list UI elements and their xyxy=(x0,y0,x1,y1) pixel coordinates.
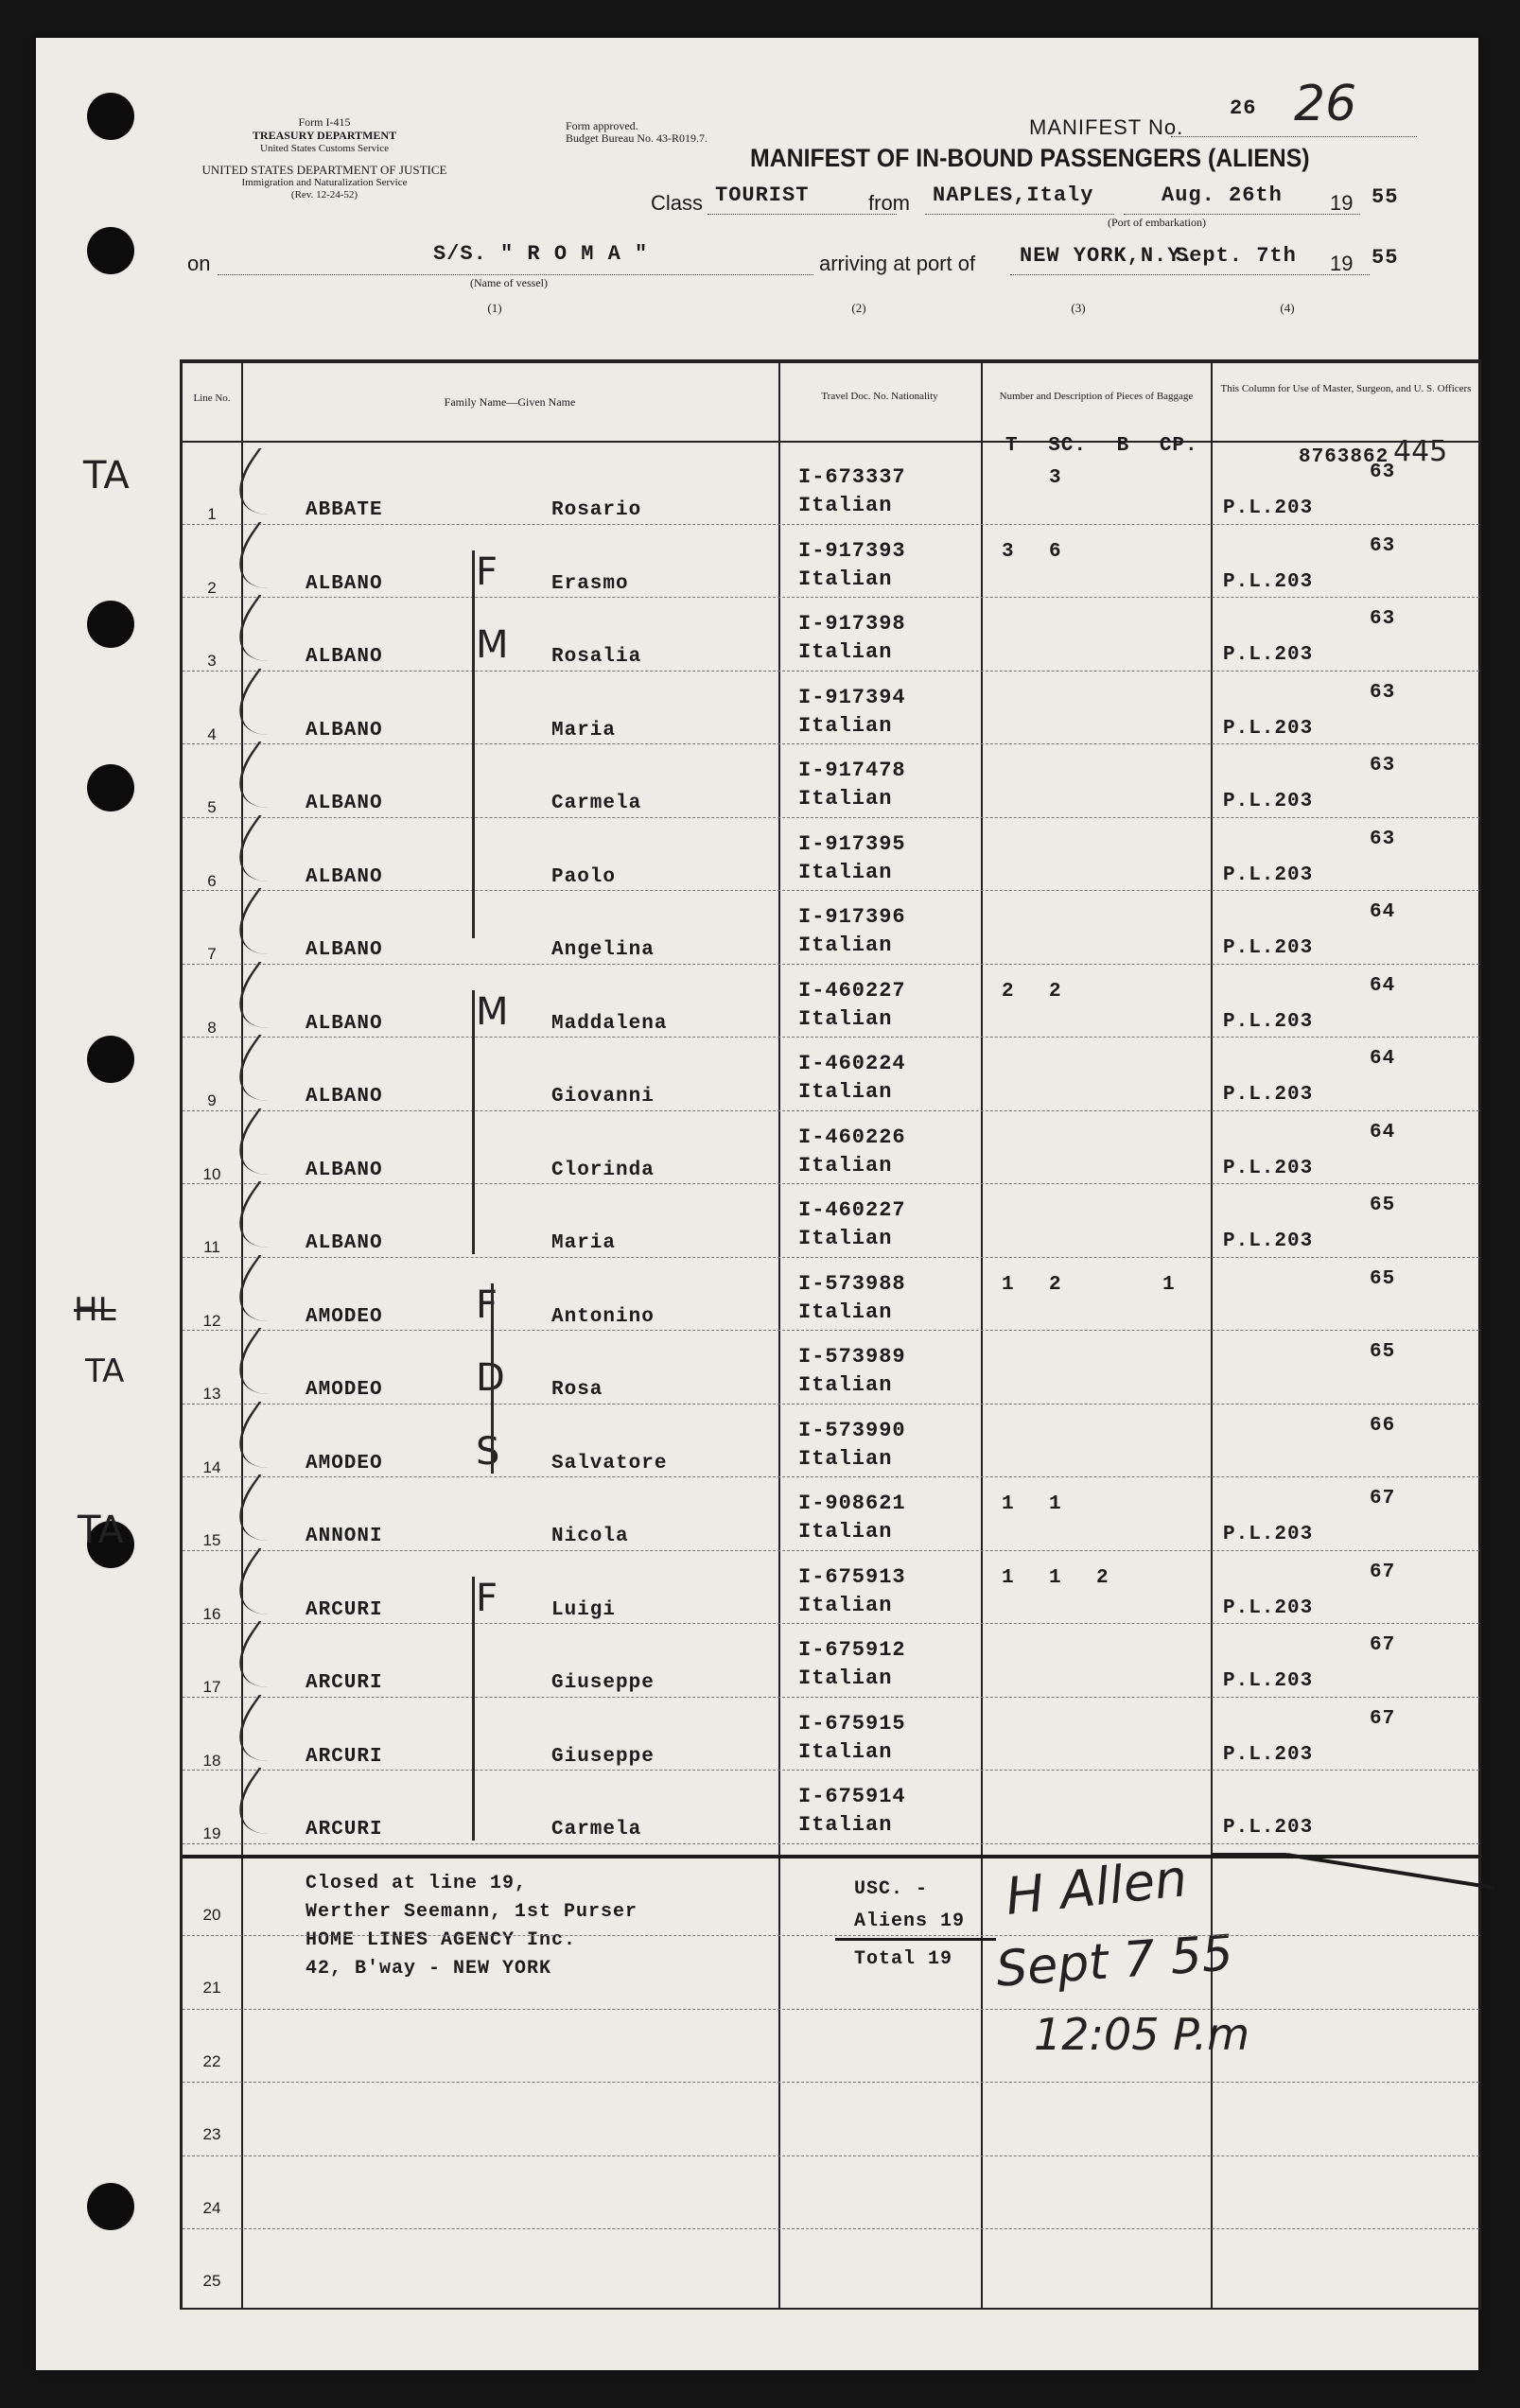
nationality: Italian xyxy=(798,1520,893,1544)
manifest-number-hand: 26 xyxy=(1294,76,1357,132)
officer-note: P.L.203 xyxy=(1223,1817,1314,1839)
given-name: Rosa xyxy=(551,1379,603,1401)
given-name: Salvatore xyxy=(551,1452,668,1474)
line-number: 1 xyxy=(207,505,217,523)
agency-name: HOME LINES AGENCY Inc. xyxy=(306,1929,577,1951)
nationality: Italian xyxy=(798,1300,893,1324)
given-name: Maddalena xyxy=(551,1012,668,1035)
family-name: ALBANO xyxy=(306,719,383,742)
family-name: ARCURI xyxy=(306,1598,383,1621)
nationality: Italian xyxy=(798,640,893,664)
baggage-count: 6 xyxy=(1049,540,1062,563)
officer-code: 64 xyxy=(1370,1048,1396,1070)
line-number: 18 xyxy=(202,1751,221,1770)
line-number: 7 xyxy=(207,945,217,963)
family-bracket xyxy=(472,550,475,939)
baggage-count: 1 xyxy=(1049,1566,1062,1589)
officer-note: P.L.203 xyxy=(1223,1670,1314,1692)
travel-doc-number: I-675915 xyxy=(798,1711,906,1736)
row-rule xyxy=(183,524,1479,525)
arrival-year-prefix: 19 xyxy=(1330,252,1354,275)
header-officers: This Column for Use of Master, Surgeon, and U. S. Officers xyxy=(1220,383,1472,394)
line-number: 11 xyxy=(203,1238,220,1256)
officer-code: 63 xyxy=(1370,608,1396,630)
line-number: 13 xyxy=(202,1385,221,1403)
column-rule xyxy=(981,363,983,2308)
nationality: Italian xyxy=(798,787,893,811)
travel-doc-number: I-573990 xyxy=(798,1418,906,1442)
header-rule xyxy=(183,441,1479,443)
given-name: Antonino xyxy=(551,1305,655,1328)
column-rule xyxy=(241,363,243,2308)
given-name: Giovanni xyxy=(551,1086,655,1108)
row-rule xyxy=(183,1183,1479,1184)
justice-line: UNITED STATES DEPARTMENT OF JUSTICE xyxy=(201,163,447,177)
header-line-no: Line No. xyxy=(193,393,231,404)
page-title: MANIFEST OF IN-BOUND PASSENGERS (ALIENS) xyxy=(750,144,1310,172)
inspector-signature: H Allen xyxy=(1003,1848,1190,1927)
ins-line: Immigration and Naturalization Service xyxy=(241,177,408,188)
officer-note: P.L.203 xyxy=(1223,1597,1314,1619)
row-rule xyxy=(183,1550,1479,1551)
line-number: 2 xyxy=(207,578,217,597)
officer-note: P.L.203 xyxy=(1223,1157,1314,1179)
class-label: Class xyxy=(651,191,704,215)
officer-code: 64 xyxy=(1370,974,1396,997)
travel-doc-number: I-673337 xyxy=(798,465,906,489)
family-name: ALBANO xyxy=(306,646,383,668)
purser-name: Werther Seemann, 1st Purser xyxy=(306,1901,638,1923)
row-rule xyxy=(183,1404,1479,1405)
line-number: 4 xyxy=(207,724,217,743)
row-rule xyxy=(183,1623,1479,1624)
family-name: AMODEO xyxy=(306,1452,383,1474)
row-rule xyxy=(183,1257,1479,1258)
line-number: 8 xyxy=(207,1018,217,1037)
margin-number: 445 xyxy=(1393,435,1448,468)
family-name: ANNONI xyxy=(306,1526,383,1547)
baggage-count: 1 xyxy=(1002,1273,1015,1296)
officer-code: 66 xyxy=(1370,1414,1396,1437)
family-relation-mark: F xyxy=(476,1576,498,1620)
row-rule xyxy=(183,1110,1479,1111)
family-name: ALBANO xyxy=(306,1086,383,1108)
travel-doc-number: I-908621 xyxy=(798,1492,906,1515)
line-number: 14 xyxy=(202,1457,221,1476)
customs-line: United States Customs Service xyxy=(260,143,389,154)
arrival-date: Sept. 7th xyxy=(1176,244,1297,268)
budget-bureau: Budget Bureau No. 43-R019.7. xyxy=(566,131,708,145)
travel-doc-number: I-917478 xyxy=(798,759,906,782)
nationality: Italian xyxy=(798,1006,893,1031)
travel-doc-number: I-573988 xyxy=(798,1271,906,1296)
closed-at-line: Closed at line 19, xyxy=(306,1873,528,1894)
family-name: ALBANO xyxy=(306,939,383,961)
row-rule xyxy=(183,1697,1479,1698)
baggage-count: 3 xyxy=(1002,540,1015,563)
given-name: Giuseppe xyxy=(551,1672,655,1694)
baggage-count: 2 xyxy=(1049,1273,1062,1296)
line-number: 12 xyxy=(202,1311,221,1330)
total-rule xyxy=(835,1938,996,1941)
line-number: 20 xyxy=(202,1905,221,1924)
agency-address: 42, B'way - NEW YORK xyxy=(306,1958,552,1980)
family-name: AMODEO xyxy=(306,1379,383,1401)
row-rule xyxy=(183,1330,1479,1331)
officer-note: P.L.203 xyxy=(1223,791,1314,812)
officer-code: 67 xyxy=(1370,1488,1396,1509)
departure-year: 55 xyxy=(1371,185,1399,209)
margin-note: HL xyxy=(74,1291,116,1329)
margin-note: TA xyxy=(85,1352,125,1390)
arriving-label: arriving at port of xyxy=(819,252,976,275)
officer-note: P.L.203 xyxy=(1223,717,1314,740)
baggage-count: 3 xyxy=(1049,467,1062,489)
row-rule xyxy=(183,2155,1479,2156)
family-name: ARCURI xyxy=(306,1819,383,1841)
departure-year-prefix: 19 xyxy=(1330,191,1354,215)
travel-doc-number: I-460227 xyxy=(798,1198,906,1222)
officer-code: 63 xyxy=(1370,534,1396,557)
signature-time: 12:05 P.m xyxy=(1034,2009,1250,2060)
family-relation-mark: F xyxy=(476,550,498,594)
margin-note: TA xyxy=(83,454,130,497)
vessel-name: S/S. " R O M A " xyxy=(433,242,649,266)
arrival-dotline xyxy=(1010,274,1370,275)
arrival-year: 55 xyxy=(1371,246,1399,270)
aliens-total: Aliens 19 xyxy=(854,1911,966,1932)
line-number: 19 xyxy=(202,1824,221,1842)
family-name: ARCURI xyxy=(306,1745,383,1768)
vessel-dotline xyxy=(218,274,813,275)
nationality: Italian xyxy=(798,1080,893,1104)
baggage-header: T SC. B CP. xyxy=(1005,435,1198,457)
line-number: 10 xyxy=(202,1164,221,1183)
nationality: Italian xyxy=(798,1666,893,1690)
line-number: 22 xyxy=(202,2051,221,2070)
row-rule xyxy=(183,597,1479,598)
officer-code: 63 xyxy=(1370,681,1396,704)
travel-doc-number: I-460227 xyxy=(798,978,906,1003)
officer-note: P.L.203 xyxy=(1223,497,1314,519)
travel-doc-number: I-460226 xyxy=(798,1125,906,1149)
officer-note: P.L.203 xyxy=(1223,1524,1314,1545)
nationality: Italian xyxy=(798,567,893,591)
arrival-port: NEW YORK,N.Y. xyxy=(1020,244,1195,268)
line-number: 9 xyxy=(207,1091,217,1109)
vessel-note: (Name of vessel) xyxy=(470,276,548,289)
passenger-table xyxy=(180,359,1481,2310)
closing-slash-line xyxy=(1211,1839,1520,1895)
baggage-count: 2 xyxy=(1049,980,1062,1003)
nationality: Italian xyxy=(798,1813,893,1837)
signature-date: Sept 7 55 xyxy=(994,1925,1235,1998)
travel-doc-number: I-917394 xyxy=(798,685,906,709)
given-name: Rosalia xyxy=(551,646,642,668)
given-name: Maria xyxy=(551,1232,617,1254)
from-dotline xyxy=(925,214,1114,215)
line-number: 23 xyxy=(202,2125,221,2143)
nationality: Italian xyxy=(798,494,893,517)
grand-total: Total 19 xyxy=(854,1948,953,1970)
treasury-line: TREASURY DEPARTMENT xyxy=(252,129,397,142)
header-travel-doc: Travel Doc. No. Nationality xyxy=(821,391,938,402)
baggage-count: 2 xyxy=(1002,980,1015,1003)
row-rule xyxy=(183,1935,1479,1936)
col-number-3: (3) xyxy=(1071,301,1086,315)
officer-note: P.L.203 xyxy=(1223,937,1314,959)
given-name: Clorinda xyxy=(551,1159,655,1181)
row-rule xyxy=(183,743,1479,744)
usc-line: USC. - xyxy=(854,1878,929,1900)
row-rule xyxy=(183,2228,1479,2229)
nationality: Italian xyxy=(798,1739,893,1764)
family-name: AMODEO xyxy=(306,1305,383,1328)
family-name: ALBANO xyxy=(306,1232,383,1254)
line-number: 16 xyxy=(202,1604,221,1623)
travel-doc-number: I-460224 xyxy=(798,1052,906,1075)
date-dotline xyxy=(1124,214,1360,215)
family-name: ALBANO xyxy=(306,793,383,814)
officer-code: 63 xyxy=(1370,462,1396,483)
manifest-page xyxy=(36,38,1478,2370)
line-number: 5 xyxy=(207,798,217,816)
nationality: Italian xyxy=(798,713,893,738)
family-name: ABBATE xyxy=(306,499,383,521)
officer-code: 63 xyxy=(1370,828,1396,850)
officer-code: 65 xyxy=(1370,1195,1396,1216)
family-name: ALBANO xyxy=(306,865,383,888)
punch-hole xyxy=(87,1036,134,1083)
family-name: ARCURI xyxy=(306,1672,383,1694)
family-name: ALBANO xyxy=(306,1159,383,1181)
officer-code: 67 xyxy=(1370,1561,1396,1583)
given-name: Angelina xyxy=(551,939,655,961)
officer-top-code: 8763862 xyxy=(1299,446,1389,468)
officer-code: 64 xyxy=(1370,901,1396,923)
line-number: 15 xyxy=(202,1531,221,1549)
row-rule xyxy=(183,817,1479,818)
travel-doc-number: I-675914 xyxy=(798,1785,906,1808)
family-relation-mark: F xyxy=(476,1283,498,1327)
col-number-2: (2) xyxy=(851,301,866,315)
rev-line: (Rev. 12-24-52) xyxy=(290,189,358,201)
family-relation-mark: S xyxy=(476,1429,500,1474)
on-label: on xyxy=(187,252,211,275)
given-name: Rosario xyxy=(551,499,642,521)
header-baggage: Number and Description of Pieces of Baggage xyxy=(999,391,1194,402)
family-relation-mark: M xyxy=(476,623,509,667)
nationality: Italian xyxy=(798,1446,893,1471)
punch-hole xyxy=(87,601,134,648)
manifest-dotline xyxy=(1171,136,1417,137)
from-label: from xyxy=(868,191,910,215)
punch-hole xyxy=(87,227,134,274)
line-number: 25 xyxy=(202,2272,221,2290)
col-number-4: (4) xyxy=(1280,301,1295,315)
line-number: 3 xyxy=(207,652,217,670)
travel-doc-number: I-675913 xyxy=(798,1564,906,1589)
punch-hole xyxy=(87,2183,134,2230)
nationality: Italian xyxy=(798,1373,893,1397)
manifest-number-typed: 26 xyxy=(1230,96,1257,120)
given-name: Carmela xyxy=(551,1819,642,1841)
row-rule xyxy=(183,2082,1479,2083)
officer-note: P.L.203 xyxy=(1223,1084,1314,1106)
given-name: Nicola xyxy=(551,1526,629,1547)
margin-note: TA xyxy=(78,1509,124,1552)
officer-code: 67 xyxy=(1370,1634,1396,1656)
travel-doc-number: I-917393 xyxy=(798,538,906,563)
officer-code: 65 xyxy=(1370,1267,1396,1290)
punch-hole xyxy=(87,764,134,811)
family-relation-mark: M xyxy=(476,989,509,1034)
baggage-count: 1 xyxy=(1162,1273,1176,1296)
baggage-count: 1 xyxy=(1002,1493,1015,1515)
line-number: 17 xyxy=(202,1678,221,1696)
officer-code: 65 xyxy=(1370,1341,1396,1363)
officer-note: P.L.203 xyxy=(1223,1230,1314,1252)
col-number-1: (1) xyxy=(487,301,502,315)
row-rule xyxy=(183,671,1479,672)
form-number: Form I-415 xyxy=(298,115,351,129)
travel-doc-number: I-917395 xyxy=(798,831,906,856)
travel-doc-number: I-917396 xyxy=(798,905,906,929)
officer-note: P.L.203 xyxy=(1223,570,1314,593)
column-rule xyxy=(778,363,780,2308)
officer-note: P.L.203 xyxy=(1223,1743,1314,1766)
line-number: 6 xyxy=(207,871,217,890)
family-bracket xyxy=(472,990,475,1254)
nationality: Italian xyxy=(798,1153,893,1178)
port-of-embarkation: NAPLES,Italy xyxy=(933,183,1094,207)
officer-code: 64 xyxy=(1370,1121,1396,1143)
row-rule xyxy=(183,1770,1479,1771)
row-rule xyxy=(183,2009,1479,2010)
port-note: (Port of embarkation) xyxy=(1108,216,1206,229)
nationality: Italian xyxy=(798,1227,893,1250)
given-name: Luigi xyxy=(551,1598,617,1621)
family-bracket xyxy=(491,1283,494,1474)
officer-note: P.L.203 xyxy=(1223,644,1314,666)
family-relation-mark: D xyxy=(476,1356,505,1400)
punch-hole xyxy=(87,93,134,140)
family-bracket xyxy=(472,1577,475,1841)
class-value: TOURIST xyxy=(715,183,810,207)
row-rule xyxy=(183,1476,1479,1477)
baggage-count: 1 xyxy=(1002,1566,1015,1589)
officer-code: 67 xyxy=(1370,1707,1396,1730)
manifest-label: MANIFEST No. xyxy=(1029,115,1184,139)
officer-note: P.L.203 xyxy=(1223,864,1314,886)
row-rule xyxy=(183,964,1479,965)
line-number: 21 xyxy=(202,1979,221,1997)
nationality: Italian xyxy=(798,860,893,884)
baggage-count: 1 xyxy=(1049,1493,1062,1515)
given-name: Carmela xyxy=(551,793,642,814)
family-name: ALBANO xyxy=(306,1012,383,1035)
form-approved: Form approved. xyxy=(566,119,638,132)
travel-doc-number: I-917398 xyxy=(798,612,906,636)
row-rule xyxy=(183,890,1479,891)
row-rule xyxy=(183,1037,1479,1038)
travel-doc-number: I-573989 xyxy=(798,1345,906,1369)
departure-date: Aug. 26th xyxy=(1162,183,1283,207)
officer-code: 63 xyxy=(1370,755,1396,776)
line-number: 24 xyxy=(202,2198,221,2217)
family-name: ALBANO xyxy=(306,572,383,595)
given-name: Maria xyxy=(551,719,617,742)
header-name: Family Name—Given Name xyxy=(444,395,576,409)
nationality: Italian xyxy=(798,1593,893,1617)
travel-doc-number: I-675912 xyxy=(798,1638,906,1662)
given-name: Giuseppe xyxy=(551,1745,655,1768)
nationality: Italian xyxy=(798,934,893,957)
officer-note: P.L.203 xyxy=(1223,1010,1314,1033)
given-name: Erasmo xyxy=(551,572,629,595)
given-name: Paolo xyxy=(551,865,617,888)
baggage-count: 2 xyxy=(1096,1566,1109,1589)
